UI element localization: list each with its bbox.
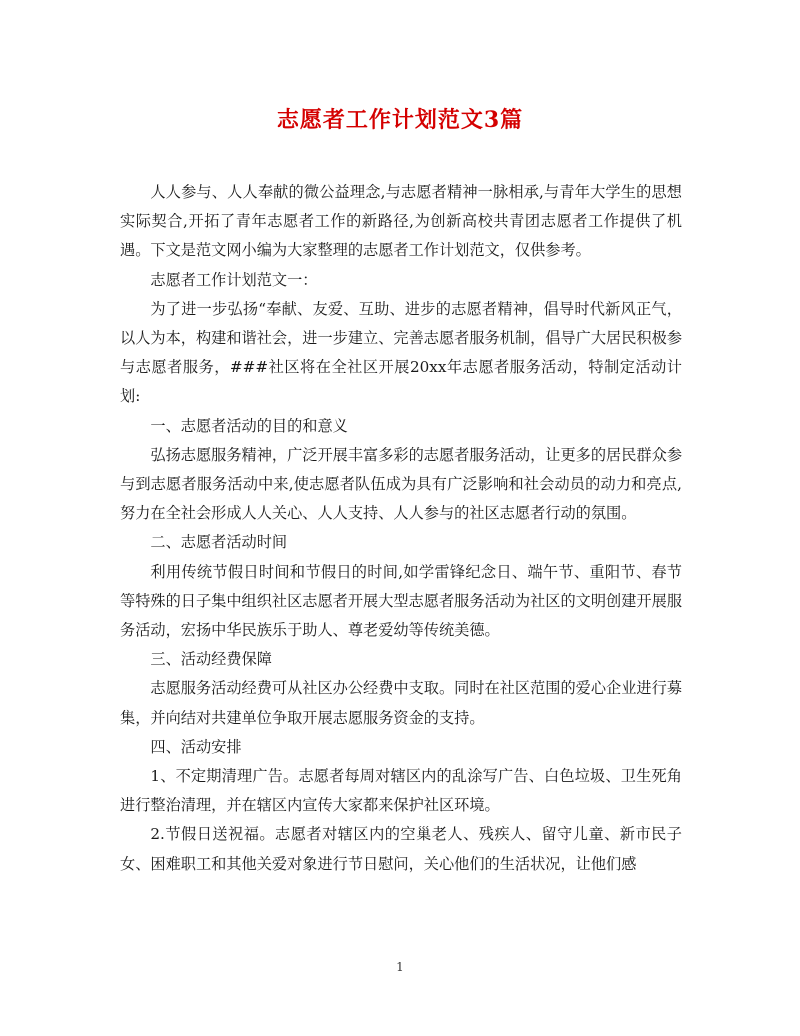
paragraph-item-1: 1、不定期清理广告。志愿者每周对辖区内的乱涂写广告、白色垃圾、卫生死角进行整治清理，并在辖区内宣传大家都来保护社区环境。 (120, 767, 682, 815)
document-body (120, 178, 682, 879)
paragraph-section-2: 利用传统节假日时间和节假日的时间,如学雷锋纪念日、端午节、重阳节、春节等特殊的日子集中组织社区志愿者开展大型志愿者服务活动为社区的文明创建开展服务活动，宏扬中华民族乐于助人、尊老爱幼等传统美德。 (120, 562, 682, 640)
paragraph-intro: 人人参与、人人奉献的微公益理念,与志愿者精神一脉相承,与青年大学生的思想实际契合,开拓了青年志愿者工作的新路径,为创新高校共青团志愿者工作提供了机遇。下文是范文网小编为大家整理的志愿者工作计划范文，仅供参考。 (120, 183, 682, 260)
section-heading-4: 四、活动安排 (150, 737, 242, 756)
paragraph-section-1: 弘扬志愿服务精神，广泛开展丰富多彩的志愿者服务活动，让更多的居民群众参与到志愿者服务活动中来,使志愿者队伍成为具有广泛影响和社会动员的动力和亮点,努力在全社会形成人人关心、人人支持、人人参与的社区志愿者行动的氛围。 (120, 445, 682, 523)
section-heading-1: 一、志愿者活动的目的和意义 (150, 416, 348, 435)
paragraph-heading-sample-one: 志愿者工作计划范文一： (150, 270, 318, 289)
page-number: 1 (396, 960, 404, 974)
paragraph-item-2: 2.节假日送祝福。志愿者对辖区内的空巢老人、残疾人、留守儿童、新市民子女、困难职工和其他关爱对象进行节日慰问，关心他们的生活状况，让他们感 (120, 825, 682, 873)
section-heading-2: 二、志愿者活动时间 (150, 533, 288, 552)
paragraph-section-3: 志愿服务活动经费可从社区办公经费中支取。同时在社区范围的爱心企业进行募集，并向结对共建单位争取开展志愿服务资金的支持。 (120, 679, 682, 727)
section-heading-3: 三、活动经费保障 (150, 650, 272, 669)
paragraph-purpose: 为了进一步弘扬“奉献、友爱、互助、进步的志愿者精神，倡导时代新风正气，以人为本，构建和谐社会，进一步建立、完善志愿者服务机制，倡导广大居民积极参与志愿者服务，###社区将在全社区开展20xx年志愿者服务活动，特制定活动计划: (120, 299, 682, 406)
document-title: 志愿者工作计划范文3篇 (276, 107, 524, 133)
